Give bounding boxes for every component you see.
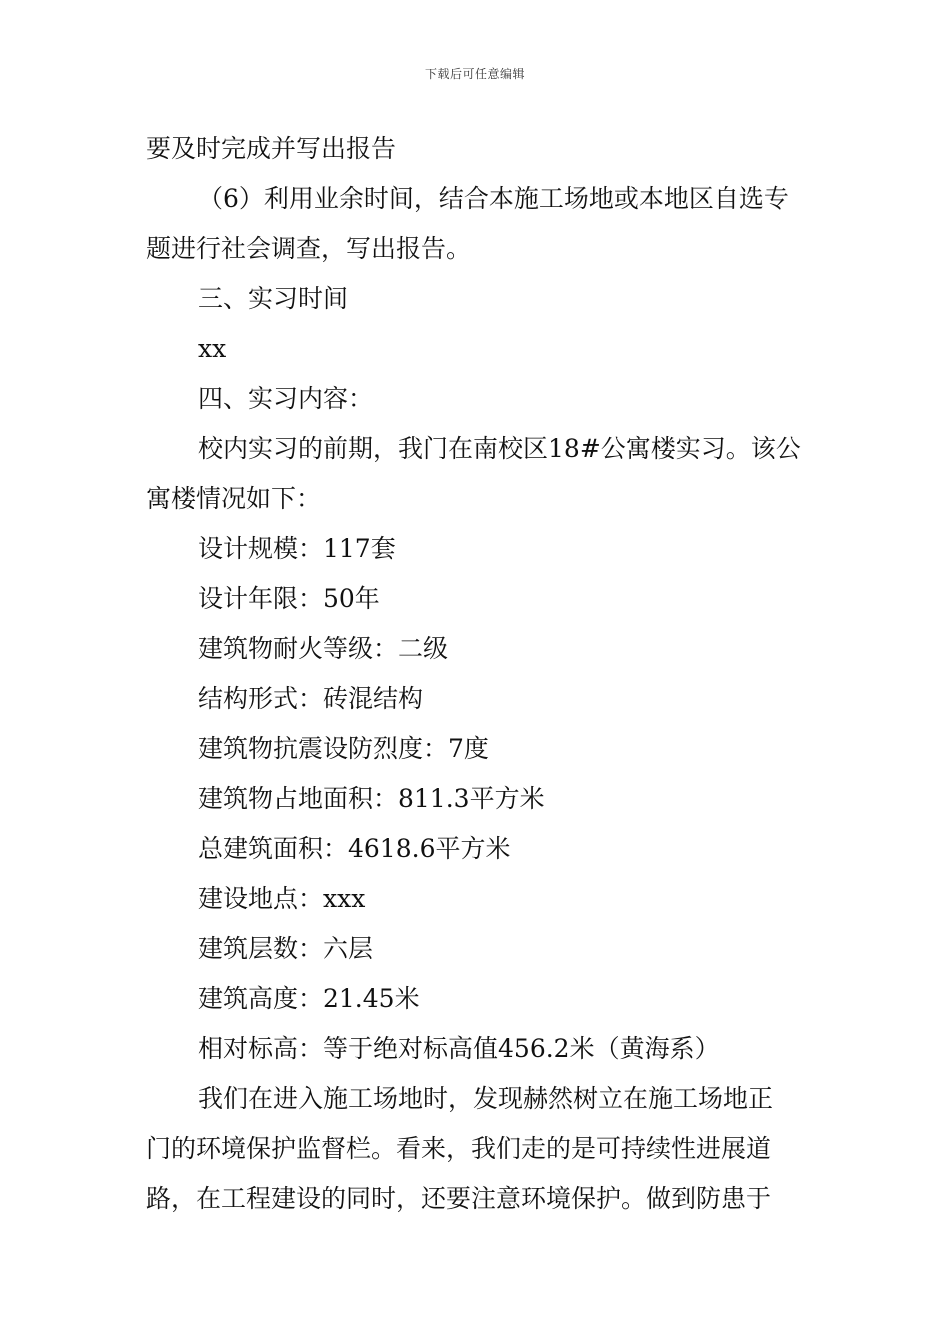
spec-item: 建筑层数：六层: [198, 934, 374, 963]
paragraph-line: （6）利用业余时间，结合本施工场地或本地区自选专: [198, 184, 789, 213]
page-header: 下载后可任意编辑: [424, 67, 525, 81]
spec-item: 建筑物占地面积：811.3平方米: [198, 784, 545, 813]
paragraph-line: 门的环境保护监督栏。看来，我们走的是可持续性进展道: [146, 1134, 772, 1163]
paragraph-line: 校内实习的前期，我门在南校区18#公寓楼实习。该公: [198, 434, 801, 463]
spec-item: 相对标高：等于绝对标高值456.2米（黄海系）: [198, 1034, 720, 1063]
paragraph-line: 我们在进入施工场地时，发现赫然树立在施工场地正: [198, 1084, 774, 1113]
spec-item: 建筑物耐火等级：二级: [198, 634, 449, 663]
section-heading: 四、实习内容：: [198, 384, 374, 413]
spec-item: 结构形式：砖混结构: [198, 684, 424, 713]
spec-item: 建筑高度：21.45米: [198, 984, 420, 1013]
paragraph-line: xx: [198, 334, 227, 363]
spec-item: 设计规模：117套: [198, 534, 396, 563]
spec-item: 设计年限：50年: [198, 584, 380, 613]
paragraph-line: 题进行社会调查，写出报告。: [146, 234, 472, 263]
paragraph-line: 要及时完成并写出报告: [146, 134, 397, 163]
paragraph-line: 路，在工程建设的同时，还要注意环境保护。做到防患于: [146, 1184, 772, 1213]
spec-item: 总建筑面积：4618.6平方米: [198, 834, 511, 863]
section-heading: 三、实习时间: [198, 284, 349, 313]
paragraph-line: 寓楼情况如下：: [146, 484, 322, 513]
spec-item: 建设地点：xxx: [198, 884, 366, 913]
document-body: [146, 124, 806, 1224]
spec-item: 建筑物抗震设防烈度：7度: [198, 734, 489, 763]
